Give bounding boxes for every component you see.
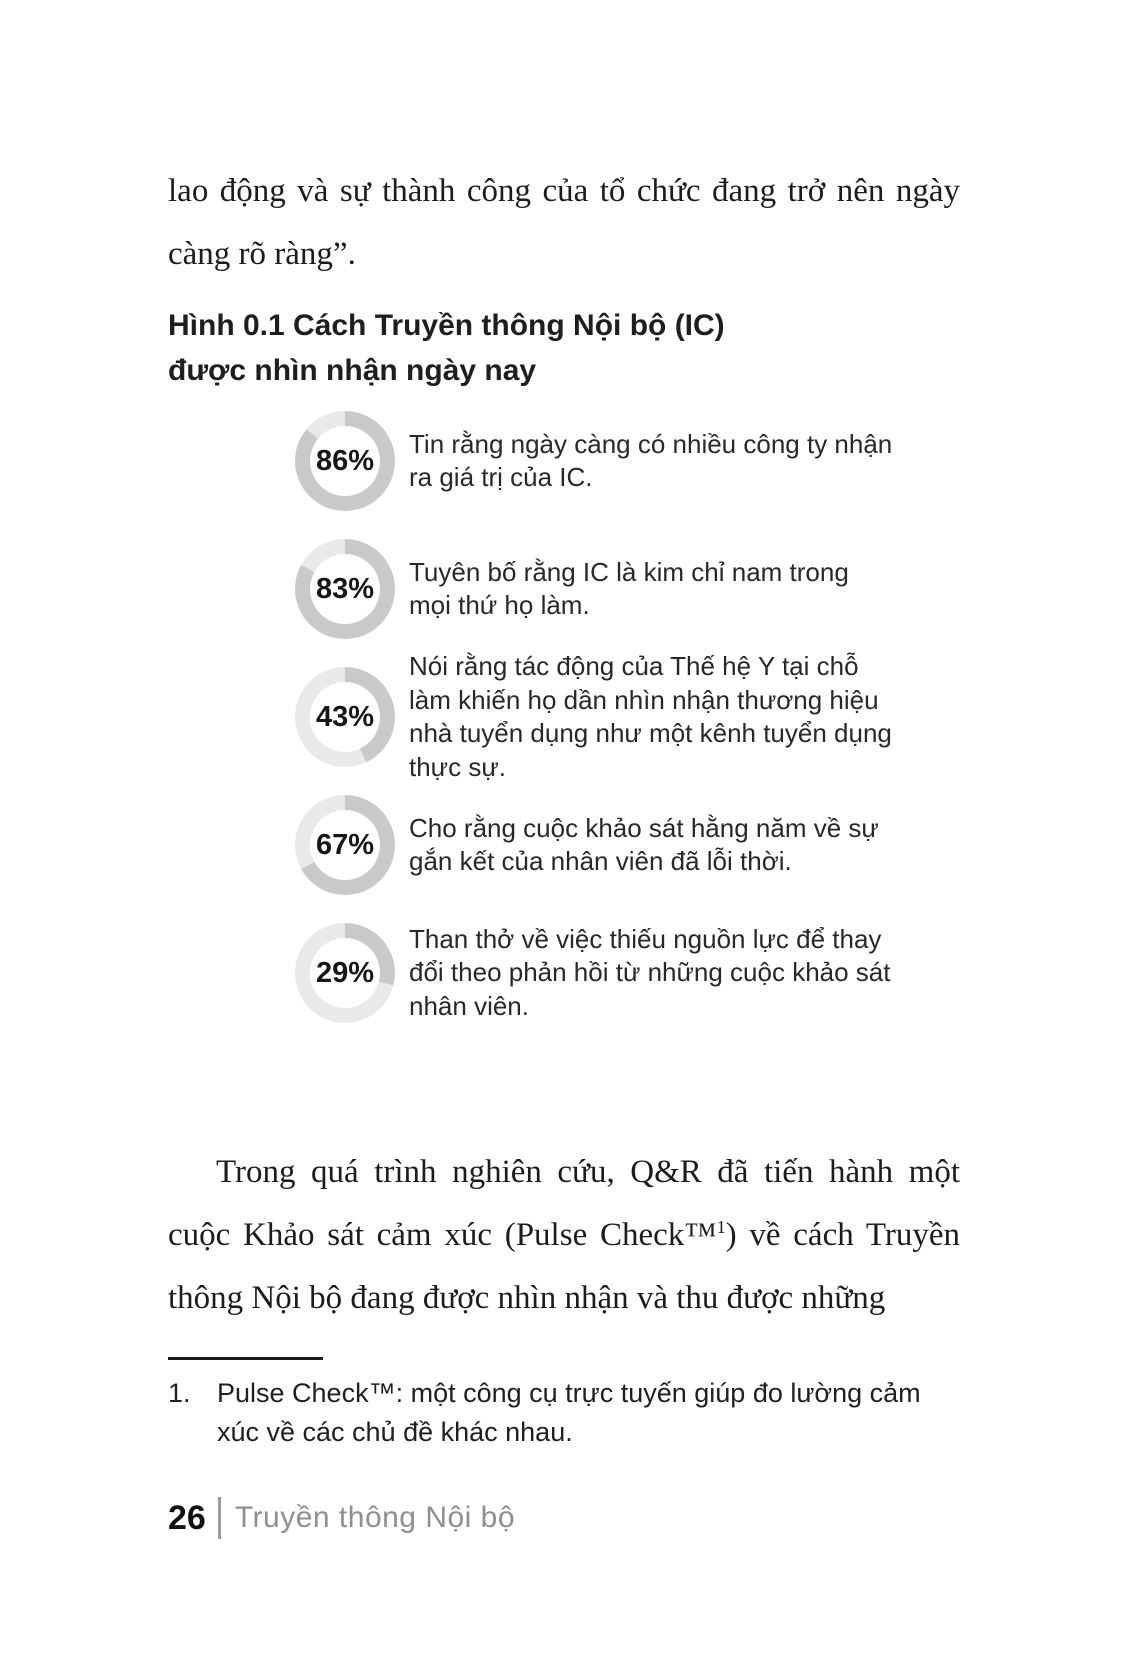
intro-paragraph: lao động và sự thành công của tổ chức đang trở nên ngày càng rõ ràng”. [168,173,960,272]
page-footer [168,1497,960,1539]
figure-stat-text: Than thở về việc thiếu nguồn lực để thay đổi theo phản hồi từ những cuộc khảo sát nhân viên. [409,923,891,1022]
book-title: Truyền thông Nội bộ [234,1501,516,1535]
figure-title-line1: Hình 0.1 Cách Truyền thông Nội bộ (IC) [168,309,725,343]
donut-chart [295,539,395,639]
footnote [168,1374,960,1451]
donut-chart [295,923,395,1023]
figure-donut-list [168,411,960,1023]
figure-stat-text: Tin rằng ngày càng có nhiều công ty nhận ra giá trị của IC. [409,428,893,493]
body-paragraph [168,1141,960,1329]
footnote-reference: 1 [716,1217,726,1238]
donut-percent-label: 83% [315,572,375,605]
donut-percent-label: 67% [315,828,375,861]
body-paragraph-part1: Trong quá trình nghiên cứu, Q&R đã tiến hành một cuộc Khảo sát cảm xúc (Pulse Check™ [168,1154,960,1254]
donut-chart [295,667,395,767]
donut-hole [310,682,380,752]
donut-hole [310,554,380,624]
donut-chart [295,411,395,511]
figure-stat-row [168,923,960,1023]
figure-stat-row [168,411,960,511]
footnote-divider [168,1357,323,1360]
donut-percent-label: 29% [315,956,375,989]
donut-hole [310,810,380,880]
donut-hole [310,938,380,1008]
figure-stat-row [168,650,960,783]
donut-percent-label: 43% [315,700,375,733]
donut-chart [295,795,395,895]
body-paragraph-part2: ) về cách Truyền thông Nội bộ đang được nhìn nhận và thu được những [168,1217,960,1316]
figure-stat-row [168,795,960,895]
page-number: 26 [168,1498,206,1537]
donut-percent-label: 86% [315,444,375,477]
footnote-text: Pulse Check™: một công cụ trực tuyến giúp đo lường cảm xúc về các chủ đề khác nhau. [217,1378,921,1447]
figure-title [168,303,960,393]
footer-divider [218,1497,221,1539]
figure-stat-text: Tuyên bố rằng IC là kim chỉ nam trong mọi thứ họ làm. [409,556,849,621]
donut-hole [310,426,380,496]
footnote-number: 1. [168,1378,191,1409]
figure-stat-row [168,539,960,639]
figure-stat-text: Cho rằng cuộc khảo sát hằng năm về sự gắn kết của nhân viên đã lỗi thời. [409,812,879,877]
figure-title-line2: được nhìn nhận ngày nay [168,354,537,388]
figure-stat-text: Nói rằng tác động của Thế hệ Y tại chỗ làm khiến họ dần nhìn nhận thương hiệu nhà tuyển dụng như một kênh tuyển dụng thực sự. [409,650,892,783]
